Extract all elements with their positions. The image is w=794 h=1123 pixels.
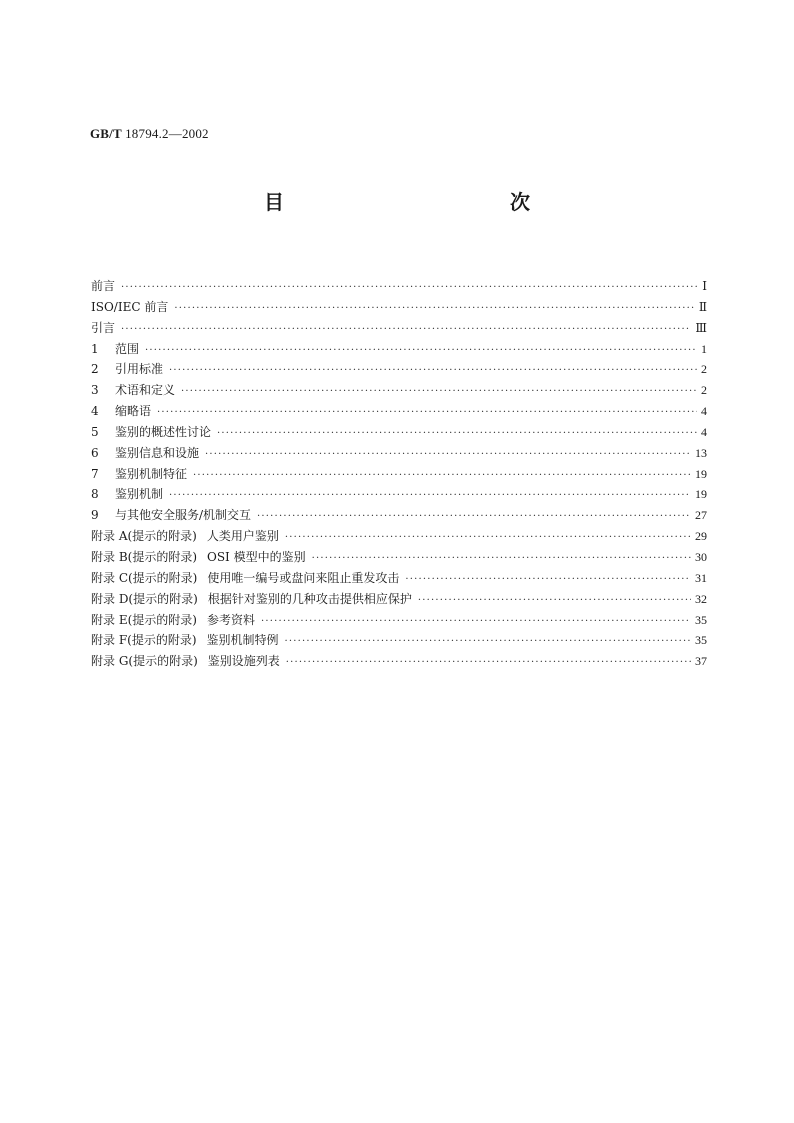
standard-code (90, 126, 209, 142)
toc-page-number: 1 (701, 341, 707, 356)
toc-entry[interactable] (91, 464, 707, 485)
toc-heading: 目 次 (264, 190, 592, 214)
toc-page-number: 30 (695, 549, 707, 564)
toc-section-number: 4 (91, 404, 99, 419)
dot-leader (205, 445, 691, 466)
toc-entry-title: 鉴别机制 (115, 487, 164, 502)
toc-page-number: 2 (701, 383, 707, 398)
toc-entry-title: 与其他安全服务/机制交互 (115, 508, 252, 523)
toc-entry-title: 引言 (91, 320, 116, 335)
toc-entry[interactable] (91, 297, 707, 318)
toc-entry-label (91, 484, 163, 505)
toc-entry-title: 根据针对鉴别的几种攻击提供相应保护 (207, 591, 412, 606)
toc-entry-label (91, 526, 279, 547)
toc-entry-title: 鉴别机制特征 (115, 466, 188, 481)
toc-page-number: 37 (695, 654, 707, 669)
dot-leader (257, 507, 691, 528)
toc-entry[interactable] (91, 484, 707, 505)
toc-entry-label (91, 589, 412, 610)
toc-entry-label (91, 443, 199, 464)
toc-section-number: 2 (91, 362, 99, 377)
toc-entry-label (91, 359, 163, 380)
standard-number: 18794.2—2002 (125, 126, 209, 141)
toc-section-number: 附录 F(提示的附录) (91, 633, 197, 648)
dot-leader (157, 403, 697, 424)
toc-entry-title: 鉴别设施列表 (207, 654, 280, 669)
toc-entry-title: 缩略语 (115, 404, 152, 419)
toc-entry[interactable] (91, 443, 707, 464)
toc-page-number: 29 (695, 529, 707, 544)
dot-leader (193, 466, 691, 487)
toc-entry-label (91, 276, 115, 297)
toc-section-number: 6 (91, 445, 99, 460)
toc-entry-title: 鉴别信息和设施 (115, 445, 200, 460)
toc-entry-label (91, 464, 187, 485)
toc-entry[interactable] (91, 380, 707, 401)
dot-leader (418, 591, 691, 612)
toc-section-number: 附录 A(提示的附录) (91, 529, 197, 544)
dot-leader (145, 341, 697, 362)
table-of-contents (91, 276, 707, 672)
dot-leader (181, 382, 697, 403)
toc-page-number: Ⅰ (702, 279, 707, 293)
toc-entry-title: 参考资料 (206, 612, 255, 627)
dot-leader (169, 486, 691, 507)
toc-page-number: 35 (695, 612, 707, 627)
toc-page-number: 4 (701, 404, 707, 419)
toc-entry-title: 前言 (91, 279, 116, 293)
toc-entry-title: 引用标准 (115, 362, 164, 377)
toc-entry-title: 范围 (115, 341, 140, 356)
dot-leader (312, 549, 691, 570)
toc-page-number: 4 (701, 424, 707, 439)
toc-page-number: Ⅱ (698, 299, 707, 314)
toc-section-number: 1 (91, 341, 99, 356)
toc-entry-title: 鉴别的概述性讨论 (115, 424, 212, 439)
toc-page-number: 13 (695, 445, 707, 460)
toc-entry[interactable] (91, 276, 707, 297)
toc-entry-label (91, 401, 151, 422)
toc-entry-label (91, 318, 115, 339)
toc-entry-label (91, 651, 280, 672)
toc-entry-title: 使用唯一编号或盘问来阻止重发攻击 (207, 570, 400, 585)
toc-entry[interactable] (91, 505, 707, 526)
toc-entry-label (91, 339, 139, 360)
toc-entry-label (91, 630, 279, 651)
toc-entry-label (91, 547, 306, 568)
toc-entry-title: 鉴别机制特例 (206, 633, 279, 648)
toc-section-number: 3 (91, 383, 99, 398)
toc-section-number: 附录 G(提示的附录) (91, 654, 198, 669)
toc-page-number: 27 (695, 508, 707, 523)
toc-entry[interactable] (91, 526, 707, 547)
toc-entry[interactable] (91, 359, 707, 380)
toc-page-number: 32 (695, 591, 707, 606)
dot-leader (121, 278, 698, 299)
toc-page-number: 2 (701, 362, 707, 377)
toc-section-number: 8 (91, 487, 99, 502)
toc-section-number: 附录 B(提示的附录) (91, 549, 197, 564)
toc-page-number: 19 (695, 487, 707, 502)
toc-entry-label (91, 568, 399, 589)
toc-section-number: 9 (91, 508, 99, 523)
toc-entry-label (91, 610, 255, 631)
toc-entry[interactable] (91, 318, 707, 339)
toc-entry[interactable] (91, 568, 707, 589)
toc-section-number: 附录 C(提示的附录) (91, 570, 198, 585)
dot-leader (285, 632, 691, 653)
dot-leader (174, 299, 695, 320)
dot-leader (217, 424, 697, 445)
toc-page-number: Ⅲ (695, 320, 707, 335)
toc-page-number: 19 (695, 466, 707, 481)
standard-prefix: GB/T (90, 126, 122, 141)
dot-leader (169, 361, 697, 382)
toc-entry-label (91, 297, 168, 318)
dot-leader (121, 320, 691, 341)
toc-section-number: 5 (91, 424, 99, 439)
toc-section-number: 附录 E(提示的附录) (91, 612, 197, 627)
dot-leader (261, 612, 691, 633)
toc-entry[interactable] (91, 422, 707, 443)
toc-entry-title: ISO/IEC 前言 (91, 299, 169, 314)
toc-entry[interactable] (91, 339, 707, 360)
toc-section-number: 7 (91, 466, 99, 481)
toc-entry[interactable] (91, 589, 707, 610)
toc-entry-label (91, 422, 211, 443)
toc-entry[interactable] (91, 547, 707, 568)
dot-leader (405, 570, 691, 591)
toc-entry-title: 术语和定义 (115, 383, 176, 398)
toc-entry-label (91, 505, 251, 526)
toc-entry[interactable] (91, 630, 707, 651)
toc-page-number: 35 (695, 633, 707, 648)
toc-page-number: 31 (695, 570, 707, 585)
dot-leader (285, 528, 691, 549)
toc-entry-title: 人类用户鉴别 (206, 529, 279, 544)
toc-entry[interactable] (91, 651, 707, 672)
toc-entry[interactable] (91, 401, 707, 422)
dot-leader (286, 653, 691, 674)
toc-section-number: 附录 D(提示的附录) (91, 591, 198, 606)
toc-entry[interactable] (91, 610, 707, 631)
toc-entry-label (91, 380, 175, 401)
toc-entry-title: OSI 模型中的鉴别 (207, 549, 306, 564)
